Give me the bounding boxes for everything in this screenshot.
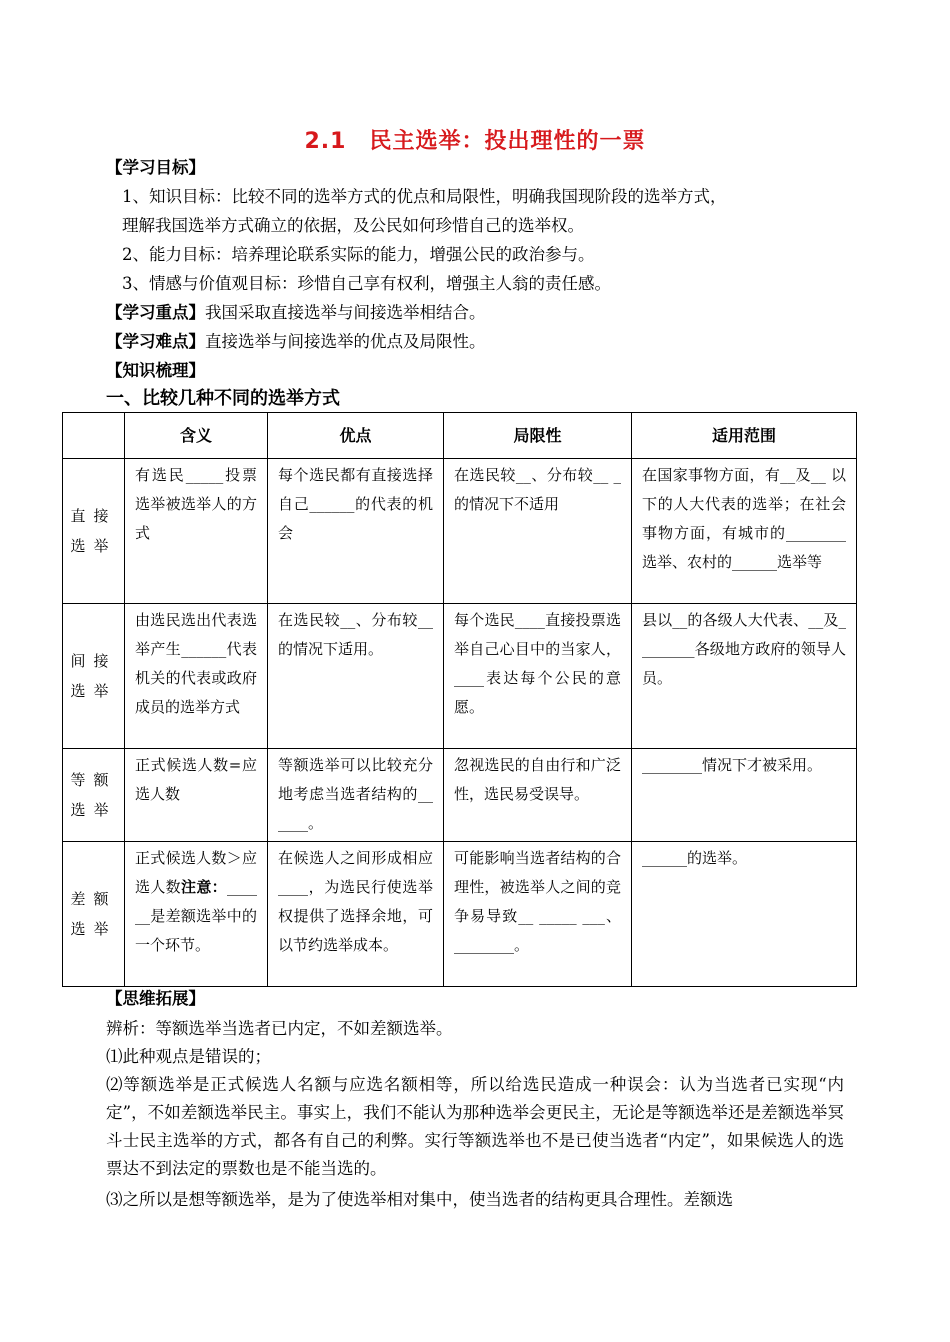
objective-3: 3、情感与价值观目标：珍惜自己享有权利，增强主人翁的责任感。: [122, 274, 611, 293]
table-row: [63, 749, 857, 842]
cell-advantage: 在选民较__、分布较__的情况下适用。: [268, 604, 444, 749]
cell-scope: 在国家事物方面，有__及__ 以下的人大代表的选举；在社会事物方面，有城市的________选举、农村的______选举等: [632, 459, 857, 604]
table-row: [63, 459, 857, 604]
cell-limitation: 可能影响当选者结构的合理性，被选举人之间的竞争易导致__ _____ ___、________。: [444, 842, 632, 987]
page-title: 2.1 民主选举：投出理性的一票: [304, 129, 646, 154]
extension-paragraph-1: ⑴此种观点是错误的；: [106, 1047, 271, 1066]
table-row: [63, 842, 857, 987]
difficulty-text: 直接选举与间接选举的优点及局限性。: [205, 332, 486, 351]
cell-limitation: 忽视选民的自由行和广泛性，选民易受误导。: [444, 749, 632, 842]
cell-advantage: 等额选举可以比较充分地考虑当选者结构的______。: [268, 749, 444, 842]
note-text: ______是差额选举中的一个环节。: [135, 878, 257, 954]
knowledge-heading: 【知识梳理】: [106, 361, 205, 380]
table-header-cell: 局限性: [444, 413, 632, 459]
cell-meaning: [125, 842, 268, 987]
cell-limitation: 每个选民____直接投票选举自己心目中的当家人，____表达每个公民的意愿。: [444, 604, 632, 749]
row-head-equal-election: 等额选举: [63, 749, 125, 842]
cell-scope: ______的选举。: [632, 842, 857, 987]
cell-limitation: 在选民较__、分布较__ _的情况下不适用: [444, 459, 632, 604]
objective-2: 2、能力目标：培养理论联系实际的能力，增强公民的政治参与。: [122, 245, 595, 264]
extension-heading: 【思维拓展】: [106, 989, 205, 1008]
row-head-competitive-election: 差额选举: [63, 842, 125, 987]
cell-advantage: 在候选人之间形成相应____，为选民行使选举权提供了选择余地，可以节约选举成本。: [268, 842, 444, 987]
objective-1-line-1: 1、知识目标：比较不同的选举方式的优点和局限性，明确我国现阶段的选举方式，: [122, 187, 727, 206]
cell-meaning: 由选民选出代表选举产生______代表机关的代表或政府成员的选举方式: [125, 604, 268, 749]
row-head-direct-election: 直接选举: [63, 459, 125, 604]
cell-scope: 县以__的各级人大代表、__及________各级地方政府的领导人员。: [632, 604, 857, 749]
section-1-heading: 一、比较几种不同的选举方式: [106, 388, 340, 409]
meaning-text: 正式候选人数＞应选人数: [135, 849, 257, 896]
table-header-cell: 适用范围: [632, 413, 857, 459]
difficulty-label: 【学习难点】: [106, 332, 205, 351]
key-point-text: 我国采取直接选举与间接选举相结合。: [205, 303, 486, 322]
objectives-heading: 【学习目标】: [106, 158, 205, 177]
note-label: 注意：: [181, 878, 227, 896]
cell-scope: ________情况下才被采用。: [632, 749, 857, 842]
table-header-cell: [63, 413, 125, 459]
election-comparison-table: [62, 412, 857, 987]
table-header-cell: 优点: [268, 413, 444, 459]
extension-paragraph-2: ⑵等额选举是正式候选人名额与应选名额相等，所以给选民造成一种误会：认为当选者已实现“内定”，不如差额选举民主。事实上，我们不能认为那种选举会更民主，无论是等额选举还是差额选举冥斗士民主选举的方式，都各有自己的利弊。实行等额选举也不是已使当选者“内定”，如果候选人的选票达不到法定的票数也是不能当选的。: [106, 1075, 844, 1178]
extension-paragraph-3: ⑶之所以是想等额选举，是为了使选举相对集中，使当选者的结构更具合理性。差额选: [106, 1190, 733, 1209]
difficulty: [106, 331, 486, 353]
cell-meaning: 有选民_____投票选举被选举人的方式: [125, 459, 268, 604]
key-point: [106, 302, 486, 324]
table-header-row: [63, 413, 857, 459]
cell-advantage: 每个选民都有直接选择自己______的代表的机会: [268, 459, 444, 604]
cell-meaning: 正式候选人数=应选人数: [125, 749, 268, 842]
extension-paragraph-0: 辨析：等额选举当选者已内定，不如差额选举。: [106, 1019, 453, 1038]
table-header-cell: 含义: [125, 413, 268, 459]
table-row: [63, 604, 857, 749]
key-point-label: 【学习重点】: [106, 303, 205, 322]
row-head-indirect-election: 间接选举: [63, 604, 125, 749]
objective-1-line-2: 理解我国选举方式确立的依据，及公民如何珍惜自己的选举权。: [122, 216, 584, 235]
